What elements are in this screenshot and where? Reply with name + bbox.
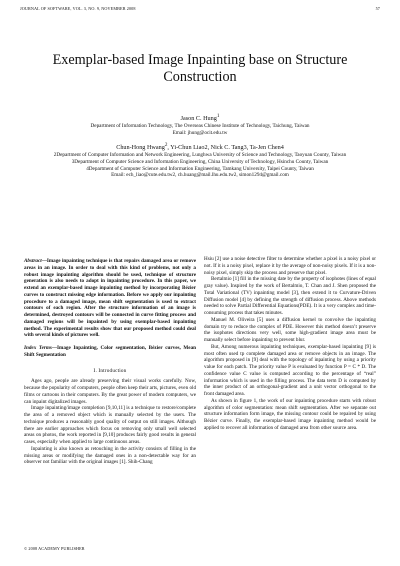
right-column	[204, 256, 376, 432]
right-paragraph-3: Manuel M. Oliveira [5] uses a diffusion kernel to convolve the inpainting domain try to reduce the complex of PDE. However this method doesn’t preserve the isophotes directions very well, some high-gradient image area must be manually select before inpainting to prevent blur.	[204, 316, 376, 343]
running-head	[20, 6, 380, 11]
intro-paragraph-3: Inpainting is also known as retouching in the activity consists of filling in the missing areas or modifying the damaged ones in a non-detectable way for an observer not familiar with the original images [1]. Shih-Chang	[24, 445, 196, 466]
section-heading-introduction: I. Introduction	[93, 367, 127, 374]
affiliation-1: Department of Information Technology, The Overseas Chinese Institute of Technology, Taichung, Taiwan	[90, 123, 310, 130]
intro-paragraph-1: Ages ago, people are already preserving their visual works carefully. Now, because the popularity of computers, people often keep their arts, pictures, even old films or cartoons in their computers. By the great power of modern computers, we can inpaint digitalized images.	[24, 378, 197, 405]
intro-paragraph-2: Image inpainting/image completion [9,10,11] is a technique to restore/complete the area of a removed object which is manually selected by the users. The technique produces a reasonably good quality of output on still images. Although there are earlier approaches which focus on removing only small well selected areas on photos, the work reported in [9,10] produces fairly good results in general cases, especially when applied to large continuous areas.	[24, 405, 196, 445]
affiliation-3: 3Department of Computer Science and Information Engineering, China University of Technology, Hsinchu County, Taiwan	[71, 158, 329, 165]
email-2: Email: ech_liao@cute.edu.tw2, ch.huang@mail.lhu.edu.tw2, simon1294@gmail.com	[111, 172, 289, 179]
author-block	[26, 112, 374, 179]
right-paragraph-1: Hsiu [2] use a noise detective filter to determine whether a pixel is a noisy pixel or not. If it is a noisy pixel, replace it by the average of non-noisy pixels. If it is a non-noisy pixel, simply skip the process and preserve that pixel.	[204, 256, 376, 276]
journal-info: JOURNAL OF SOFTWARE, VOL. 3, NO. 9, NOVEMBER 2008	[20, 6, 136, 11]
affiliation-2: 2Department of Computer Information and Network Engineering, Lunghwa University of Science and Technology, Taoyuan County, Taiwan	[53, 152, 347, 159]
index-terms: Index Terms—Image Inpainting, Color segmentation, Bézier curves, Mean Shift Segmentation	[24, 345, 196, 358]
right-paragraph-5: As shown in figure 1, the work of our inpainting procedure starts with robust algorithm of color segmentation: mean shift segmentation. After we separate out structure information form image, the missing contour could be repaired by using Bézier curve. Finally, the exemplar-based image inpainting method would be applied to recover all information of damaged area from other source area.	[204, 397, 376, 431]
right-paragraph-2: Bertalmio [1] fill in the missing date by the property of isophotes (lines of equal gray value). Inspired by the work of Bertalmio, T. Chan and J. Shen proposed the Total Variational (TV) inpainting model [3], then extend it to Curvature-Driven Diffusion model [4] by defining the strength of diffusion process. Above methods needed to solve Partial Differential Equations(PDE). It is a very complex and time- consuming process that takes minutes.	[204, 276, 376, 316]
left-column	[24, 258, 196, 466]
email-1: Email: jhung@ocit.edu.tw	[172, 129, 228, 136]
right-paragraph-4: But, Among numerous inpainting techniques, exemplar-based inpainting [9] is most often used tp complete damaged area or remove objects in an image. The algorithm proposed in [9] deal with the topology of inpainting by using a priority value for each patch. The priority value P is evaluated by function P = C * D. The confidence value C value is computed according to the percentage of “real” information which is used in the filling process. The data term D is computed by the inner product of an orthogonal-gradient and a unit vector orthogonal to the front damaged area.	[204, 343, 376, 397]
author-name-1: Jason C. Hung$^1$	[180, 113, 220, 123]
abstract: Abstract—Image inpainting technique is that repairs damaged area or remove areas in an image. In order to deal with this kind of problems, not only a robust image inpainting algorithm should be used, technique of structure generation is also needs to adopt in inpainting procedure. In this paper, we extend an exemplar-based image inpainting method by incorporating Bézier curves to construct missing edge information. Before we apply our inpainting procedure to a damaged image, mean shift segmentation is used to extract contours of each region. After the structure information of an image is determined, destroyed contours will be connected in curve fitting process and damaged regions will be inpainted by using exemplar-based inpainting method. The experimental results show that our proposed method could deal with several kinds of pictures well.	[24, 258, 196, 339]
publisher-footer: © 2008 ACADEMY PUBLISHER	[24, 546, 85, 551]
affiliation-4: 4Department of Computer Science and Information Engineering, Tamkang University, Taipei County, Taiwan	[86, 165, 314, 172]
page-number: 57	[375, 6, 380, 11]
paper-title: Exemplar-based Image Inpainting base on Structure Construction	[52, 52, 348, 85]
author-names-2: Chun-Hong Hwang$^2$, Yi-Chun Liao2, Nick C. Tang3, Ta-Jen Chen4	[116, 142, 284, 152]
